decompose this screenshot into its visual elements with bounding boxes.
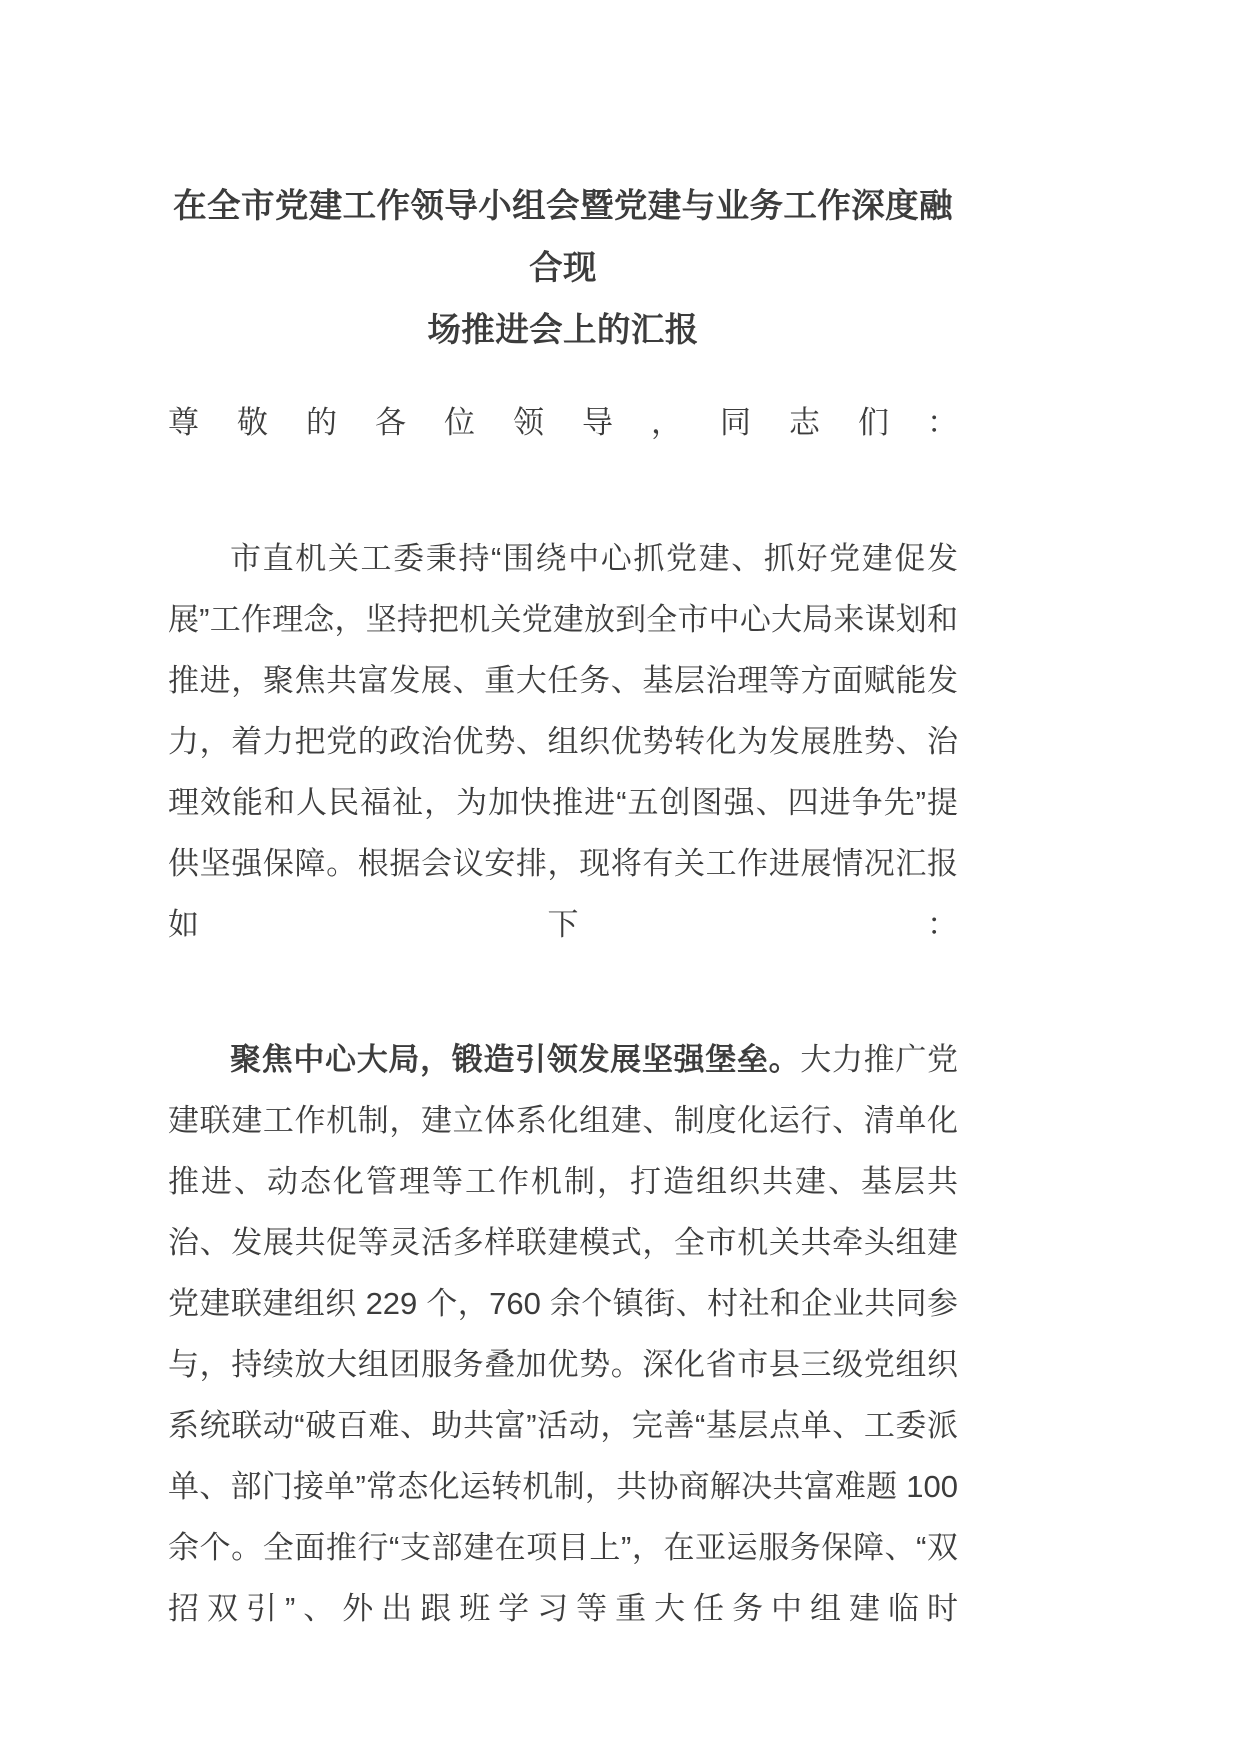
paragraph-intro-text: 市直机关工委秉持“围绕中心抓党建、抓好党建促发展”工作理念，坚持把机关党建放到全市中心大局来谋划和推进，聚焦共富发展、重大任务、基层治理等方面赋能发力，着力把党的政治优势、组织优势转化为发展胜势、治理效能和人民福祉，为加快推进“五创图强、四进争先”提供坚强保障。根据会议安排，现将有关工作进展情况汇报如下：: [168, 541, 958, 942]
paragraph-section-one: [168, 1016, 958, 1700]
page-title: [168, 0, 958, 362]
title-line-1: 在全市党建工作领导小组会暨党建与业务工作深度融合现: [173, 188, 953, 287]
paragraph-section-one-lead: 聚焦中心大局，锻造引领发展坚强堡垒。: [230, 1042, 801, 1077]
paragraph-section-one-text: 大力推广党建联建工作机制，建立体系化组建、制度化运行、清单化推进、动态化管理等工作机制，打造组织共建、基层共治、发展共促等灵活多样联建模式，全市机关共牵头组建党建联建组织 229 个，760 余个镇街、村社和企业共同参与，持续放大组团服务叠加优势。深化省市县三级党组织系统联动“破百难、助共富”活动，完善“基层点单、工委派单、部门接单”常态化运转机制，共协商解决共富难题 100 余个。全面推行“支部建在项目上”，在亚运服务保障、“双招双引”、外出跟班学习等重大任务中组建临时: [168, 1042, 959, 1626]
paragraph-intro: [168, 514, 958, 1016]
document-body: [168, 0, 958, 1700]
title-line-2: 场推进会上的汇报: [427, 312, 699, 349]
salutation: 尊敬的各位领导，同志们：: [168, 405, 958, 440]
